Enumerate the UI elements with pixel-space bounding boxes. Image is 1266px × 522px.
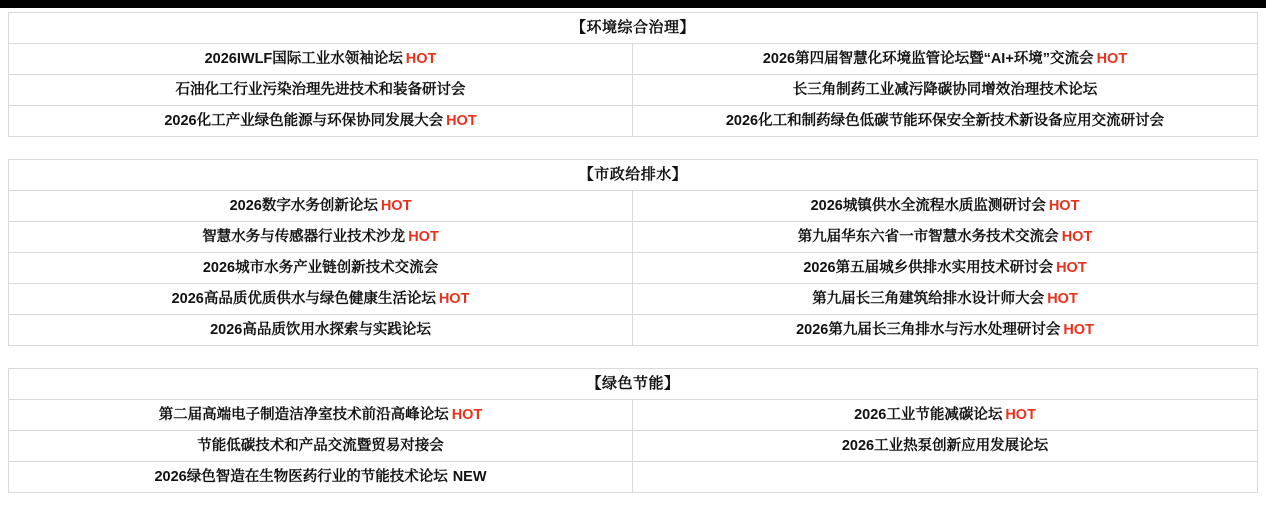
forum-item[interactable]: [633, 284, 1257, 314]
hot-badge: HOT: [1005, 407, 1036, 423]
hot-badge: HOT: [1047, 291, 1078, 307]
hot-badge: HOT: [1061, 229, 1093, 245]
forum-section: [8, 12, 1258, 137]
table-row: [9, 44, 1257, 75]
forum-title: 2026工业节能减碳论坛: [854, 407, 1003, 423]
forum-section: [8, 159, 1258, 346]
forum-title: 2026IWLF国际工业水领袖论坛: [204, 51, 403, 67]
forum-title: 2026工业热泵创新应用发展论坛: [841, 438, 1049, 454]
forum-title: 2026城镇供水全流程水质监测研讨会: [810, 198, 1046, 214]
forum-section: [8, 368, 1258, 493]
table-row: [9, 431, 1257, 462]
forum-item[interactable]: [633, 44, 1257, 74]
section-header: 【绿色节能】: [9, 369, 1257, 400]
forum-title: 第九届华东六省一市智慧水务技术交流会: [797, 229, 1059, 245]
table-row: [9, 284, 1257, 315]
hot-badge: HOT: [1096, 51, 1128, 67]
table-row: [9, 400, 1257, 431]
forum-item[interactable]: [633, 75, 1257, 105]
forum-item[interactable]: [633, 315, 1257, 345]
section-header: 【市政给排水】: [9, 160, 1257, 191]
forum-item[interactable]: [9, 106, 633, 136]
hot-badge: HOT: [446, 113, 477, 129]
spacer: [0, 346, 1266, 368]
forum-title: 2026高品质优质供水与绿色健康生活论坛: [171, 291, 436, 307]
hot-badge: HOT: [1056, 260, 1087, 276]
forum-title: 2026绿色智造在生物医药行业的节能技术论坛: [154, 469, 448, 485]
forum-title: 2026化工和制药绿色低碳节能环保安全新技术新设备应用交流研讨会: [725, 113, 1165, 129]
hot-badge: HOT: [451, 407, 483, 423]
forum-item[interactable]: [9, 462, 633, 492]
table-row: [9, 253, 1257, 284]
table-row: [9, 191, 1257, 222]
forum-title: 2026第九届长三角排水与污水处理研讨会: [796, 322, 1061, 338]
forum-title: 2026化工产业绿色能源与环保协同发展大会: [164, 113, 444, 129]
forum-title: 石油化工行业污染治理先进技术和装备研讨会: [175, 82, 466, 98]
forum-title: 2026第四届智慧化环境监管论坛暨“AI+环境”交流会: [762, 51, 1094, 67]
forum-title: 2026数字水务创新论坛: [229, 198, 378, 214]
hot-badge: HOT: [408, 229, 439, 245]
table-row: [9, 106, 1257, 137]
hot-badge: HOT: [438, 291, 470, 307]
hot-badge: HOT: [1063, 322, 1094, 338]
forum-title: 第九届长三角建筑给排水设计师大会: [812, 291, 1045, 307]
forum-title: 节能低碳技术和产品交流暨贸易对接会: [197, 438, 444, 454]
forum-title: 2026高品质饮用水探索与实践论坛: [210, 322, 431, 338]
forum-item[interactable]: [633, 106, 1257, 136]
forum-item[interactable]: [9, 44, 633, 74]
forum-item[interactable]: [633, 431, 1257, 461]
table-row: [9, 222, 1257, 253]
table-row: [9, 75, 1257, 106]
forum-title: 智慧水务与传感器行业技术沙龙: [202, 229, 406, 245]
table-row: [9, 462, 1257, 493]
spacer: [0, 137, 1266, 159]
forum-item[interactable]: [9, 222, 633, 252]
section-header: 【环境综合治理】: [9, 13, 1257, 44]
forum-title: 第二届高端电子制造洁净室技术前沿高峰论坛: [158, 407, 449, 423]
forum-item-empty: [633, 462, 1257, 492]
forum-item[interactable]: [633, 253, 1257, 283]
forum-item[interactable]: [9, 253, 633, 283]
forum-title: 2026城市水务产业链创新技术交流会: [202, 260, 439, 276]
forum-item[interactable]: [633, 191, 1257, 221]
new-badge: NEW: [452, 469, 487, 485]
top-black-bar: [0, 0, 1266, 8]
hot-badge: HOT: [1048, 198, 1080, 214]
forum-title: 2026第五届城乡供排水实用技术研讨会: [803, 260, 1054, 276]
forum-item[interactable]: [9, 400, 633, 430]
forum-item[interactable]: [9, 191, 633, 221]
forum-item[interactable]: [633, 400, 1257, 430]
hot-badge: HOT: [405, 51, 437, 67]
forum-item[interactable]: [9, 431, 633, 461]
forum-item[interactable]: [633, 222, 1257, 252]
forum-item[interactable]: [9, 284, 633, 314]
forum-item[interactable]: [9, 75, 633, 105]
forum-title: 长三角制药工业减污降碳协同增效治理技术论坛: [792, 82, 1098, 98]
forum-item[interactable]: [9, 315, 633, 345]
hot-badge: HOT: [380, 198, 412, 214]
table-row: [9, 315, 1257, 346]
